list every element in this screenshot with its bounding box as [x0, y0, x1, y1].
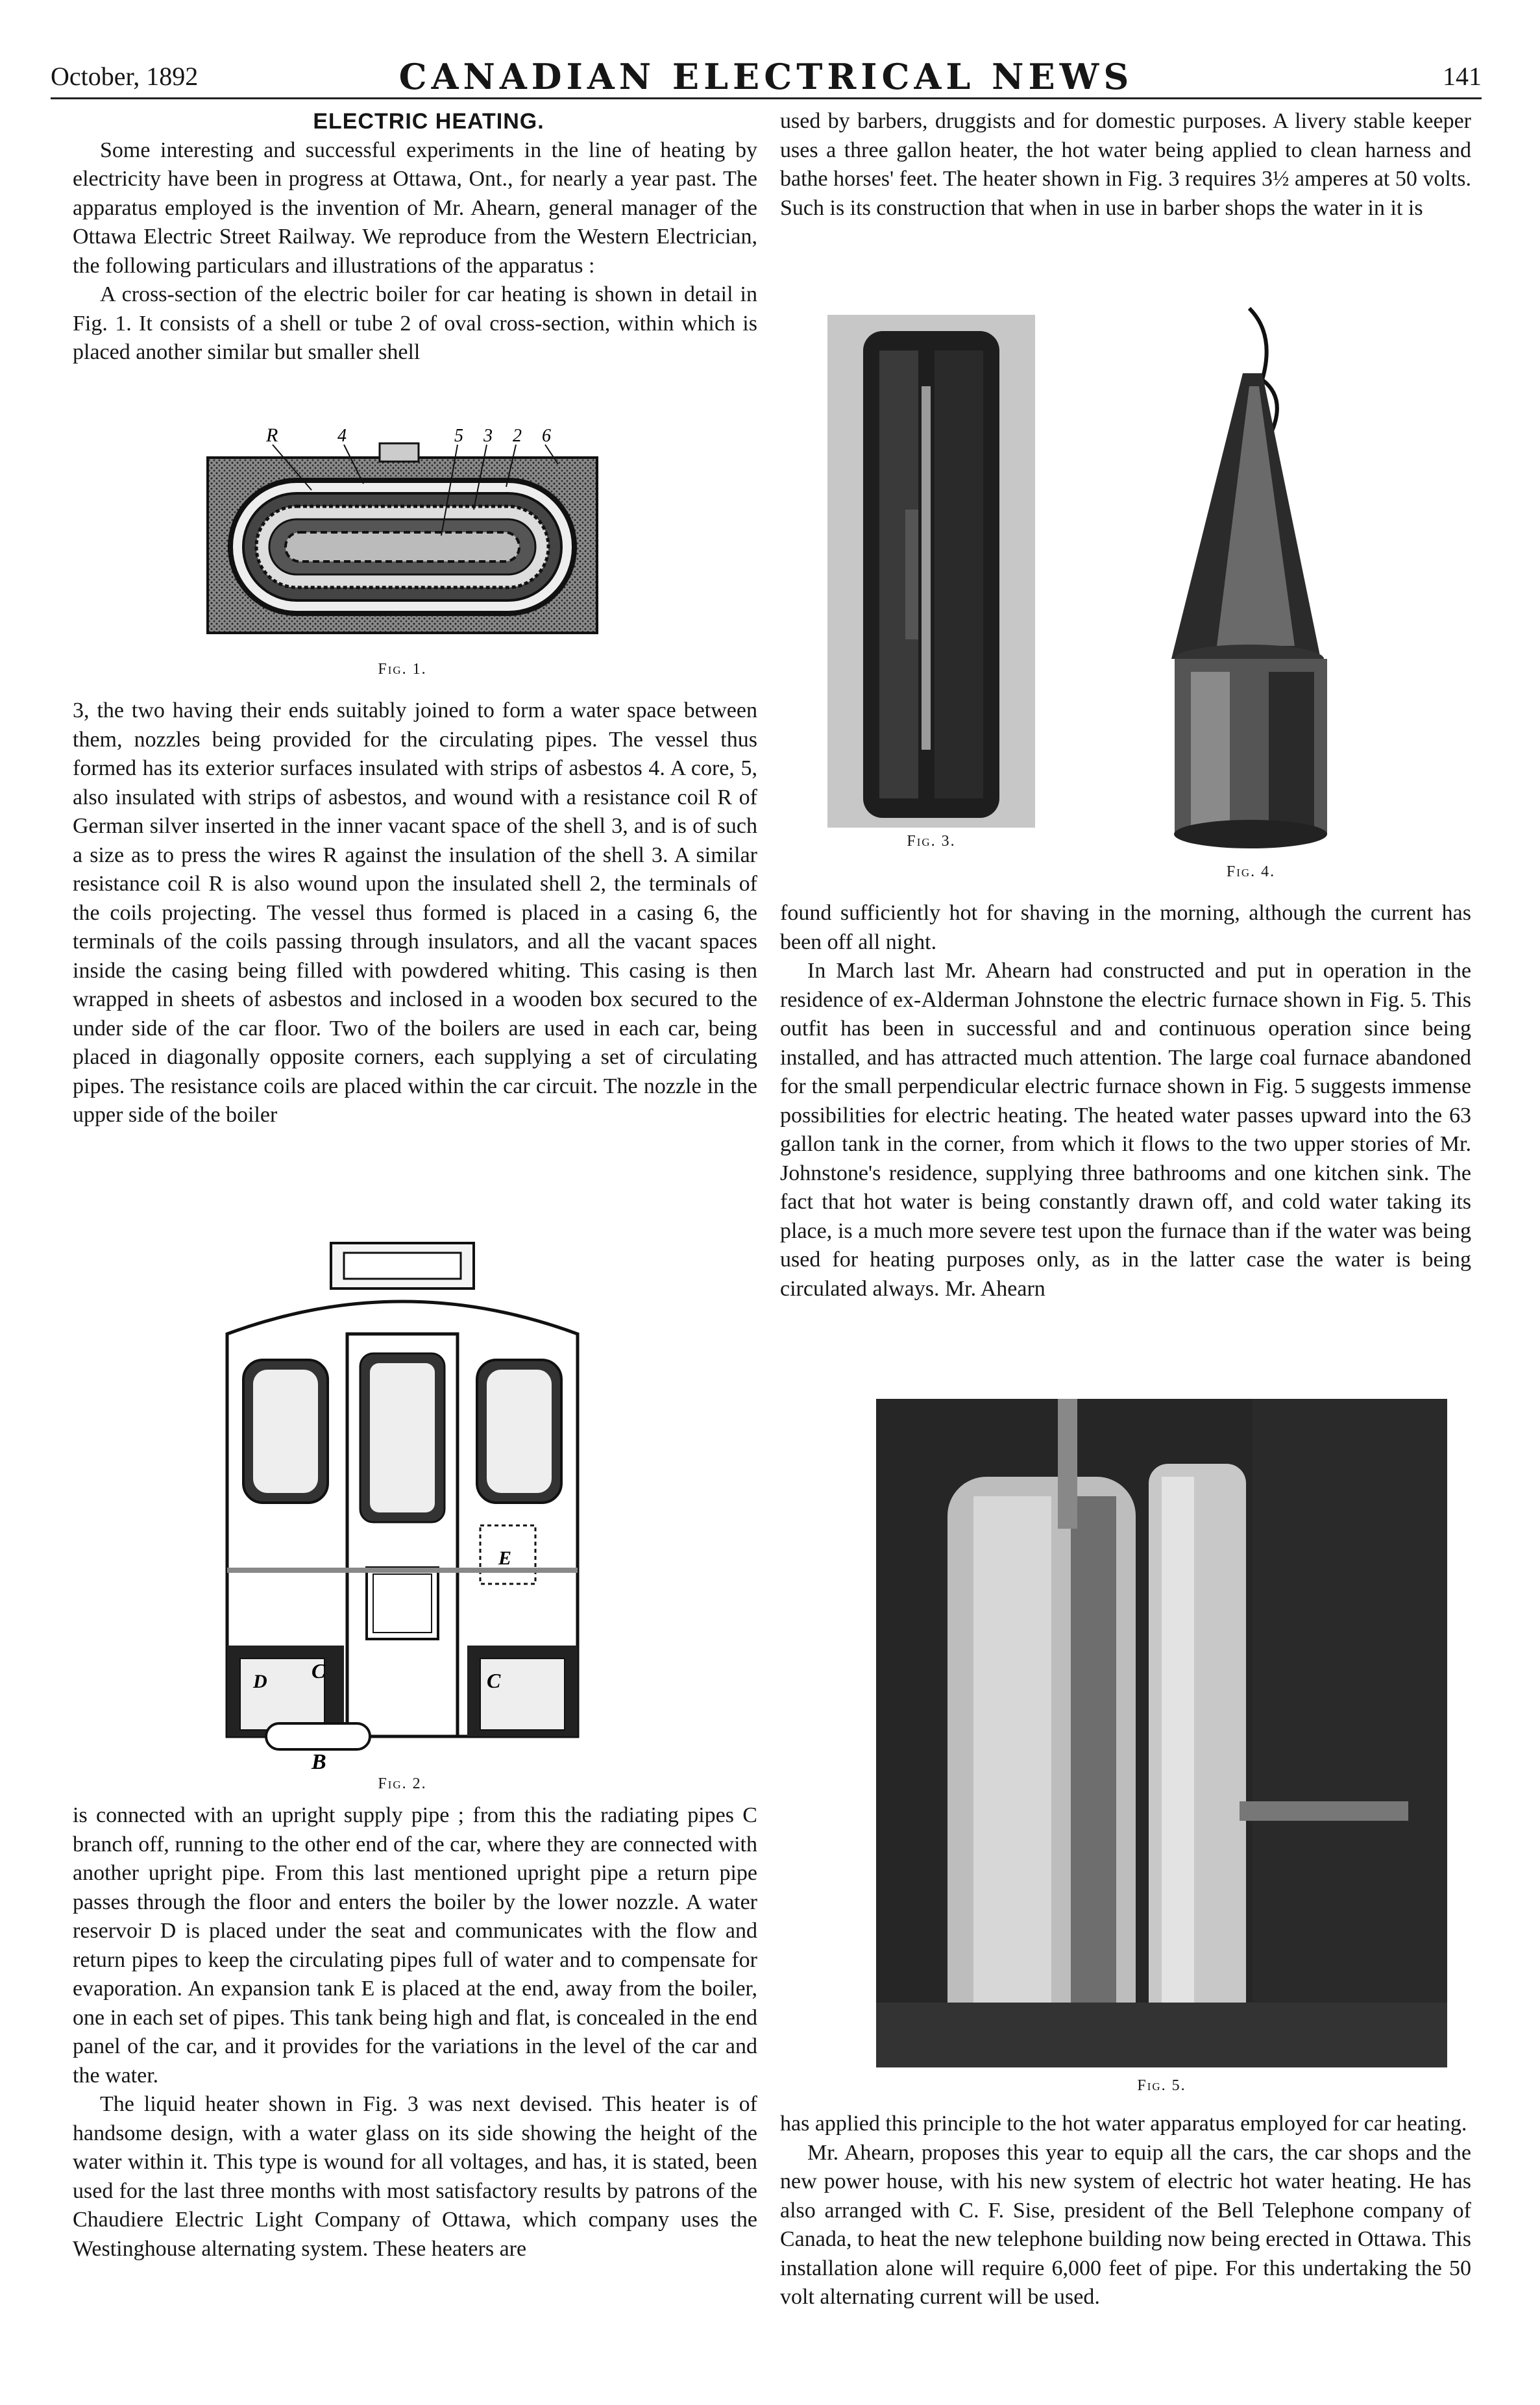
figure-2-car-elevation [208, 1230, 597, 1769]
header-rule [51, 97, 1482, 99]
figure-3-liquid-heater-photo [827, 315, 1035, 828]
column-right-middle [780, 899, 1471, 1303]
figure-3-caption: Fig. 3. [907, 833, 956, 850]
figure-5-electric-furnace-photo [876, 1399, 1447, 2067]
column-left-bottom [73, 1801, 757, 2263]
paragraph: Some interesting and successful experiments in the line of heating by electricity have been in progress at Ottawa, Ont., for nearly a year past. The apparatus employed is the invention of Mr. Ahearn, general manager of the Ottawa Electric Street Railway. We reproduce from the Western Electrician, the following particulars and illustrations of the apparatus : [73, 138, 757, 278]
fig1-label: R [266, 425, 278, 446]
issue-date: October, 1892 [51, 62, 199, 91]
paragraph: is connected with an upright supply pipe ; from this the radiating pipes C branch off, running to the other end of the car, where they are connected with another upright pipe. From this last mentioned upright pipe a return pipe passes through the floor and enters the boiler by the lower nozzle. A water reservoir D is placed under the seat and communicates with the flow and return pipes to keep the circulating pipes full of water and to compensate for evaporation. An expansion tank E is placed at the end, away from the boiler, one in each set of pipes. This tank being high and flat, is concealed in the end panel of the car, and it provides for the variations in the level of the car and the water. [73, 1803, 757, 2088]
paragraph: has applied this principle to the hot water apparatus employed for car heating. [780, 2112, 1467, 2136]
article-headline: ELECTRIC HEATING. [313, 109, 544, 134]
fig1-label: 2 [513, 426, 522, 446]
fig1-label: 4 [337, 426, 347, 446]
column-right-top [780, 107, 1471, 223]
paragraph: Mr. Ahearn, proposes this year to equip all the cars, the car shops and the new power house, with his new system of electric hot water heating. He has also arranged with C. F. Sise, president of the Bell Telephone company of Canada, to heat the new telephone building now being erected in Ottawa. This installation alone will require 6,000 feet of pipe. For this undertaking the 50 volt alternating current will be used. [780, 2140, 1471, 2309]
figure-4-caption: Fig. 4. [1226, 863, 1276, 880]
masthead-title: CANADIAN ELECTRICAL NEWS [398, 56, 1134, 97]
page-number: 141 [1443, 62, 1482, 91]
figure-1-boiler-cross-section [195, 425, 610, 646]
fig1-core [286, 532, 519, 561]
fig1-label: 5 [454, 426, 463, 446]
column-right-bottom [780, 2110, 1471, 2312]
figure-2-caption: Fig. 2. [378, 1775, 427, 1792]
figure-4-heater-photo [1152, 295, 1350, 854]
fig1-label: 3 [483, 426, 493, 446]
fig2-label: C [312, 1659, 326, 1683]
paragraph: used by barbers, druggists and for domestic purposes. A livery stable keeper uses a three gallon heater, the hot water being applied to clean harness and bathe horses' feet. The heater shown in Fig. 3 requires 3½ amperes at 50 volts. Such is its construction that when in use in barber shops the water in it is [780, 109, 1471, 220]
fig2-boiler [266, 1723, 370, 1749]
fig2-label: B [312, 1750, 326, 1769]
fig1-label: 6 [542, 426, 551, 446]
fig2-label: D [253, 1671, 267, 1692]
figure-1-caption: Fig. 1. [378, 661, 427, 678]
fig2-label: C [487, 1669, 501, 1692]
paragraph: In March last Mr. Ahearn had constructed and put in operation in the residence of ex-Alderman Johnstone the electric furnace shown in Fig. 5. This outfit has been in successful and and continuous operation since being installed, and has attracted much attention. The large coal furnace abandoned for the small perpendicular electric furnace shown in Fig. 5 suggests immense possibilities for electric heating. The heated water passes upward into the 63 gallon tank in the corner, from which it flows to the two upper stories of Mr. Johnstone's residence, supplying three bathrooms and one kitchen sink. The fact that hot water is being constantly drawn off, and cold water taking its place, is a much more severe test upon the furnace than if the water was being used for heating purposes only, as in the latter case the water is being circulated always. Mr. Ahearn [780, 959, 1471, 1301]
page-header [51, 53, 1482, 99]
paragraph: 3, the two having their ends suitably joined to form a water space between them, nozzles being provided for the circulating pipes. The vessel thus formed has its exterior surfaces insulated with strips of asbestos 4. A core, 5, also insulated with strips of asbestos, and wound with a resistance coil R of German silver inserted in the inner vacant space of the shell 3, and is of such a size as to press the wires R against the insulation of the shell 3. A similar resistance coil R is also wound upon the insulated shell 2, the terminals of the coils projecting. The vessel thus formed is placed in a casing 6, the terminals of the coils passing through insulators, and all the vacant spaces inside the casing being filled with powdered whiting. This casing is then wrapped in sheets of asbestos and inclosed in a wooden box secured to the under side of the car floor. Two of the boilers are used in each car, being placed in diagonally opposite corners, each supplying a set of circulating pipes. The resistance coils are placed within the car circuit. The nozzle in the upper side of the boiler [73, 698, 757, 1127]
column-left-top [73, 107, 757, 367]
figure-5-caption: Fig. 5. [1137, 2077, 1186, 2094]
paragraph: A cross-section of the electric boiler for car heating is shown in detail in Fig. 1. It consists of a shell or tube 2 of oval cross-section, within which is placed another similar but smaller shell [73, 282, 757, 364]
paragraph: found sufficiently hot for shaving in the morning, although the current has been off all night. [780, 901, 1471, 954]
paragraph: The liquid heater shown in Fig. 3 was next devised. This heater is of handsome design, with a water glass on its side showing the height of the water within it. This type is wound for all voltages, and has, it is stated, been used for the last three months with most satisfactory results by patrons of the Chaudiere Electric Light Company of Ottawa, which company uses the Westinghouse alternating system. These heaters are [73, 2092, 757, 2261]
column-left-middle [73, 697, 757, 1130]
fig2-label: E [498, 1548, 512, 1569]
